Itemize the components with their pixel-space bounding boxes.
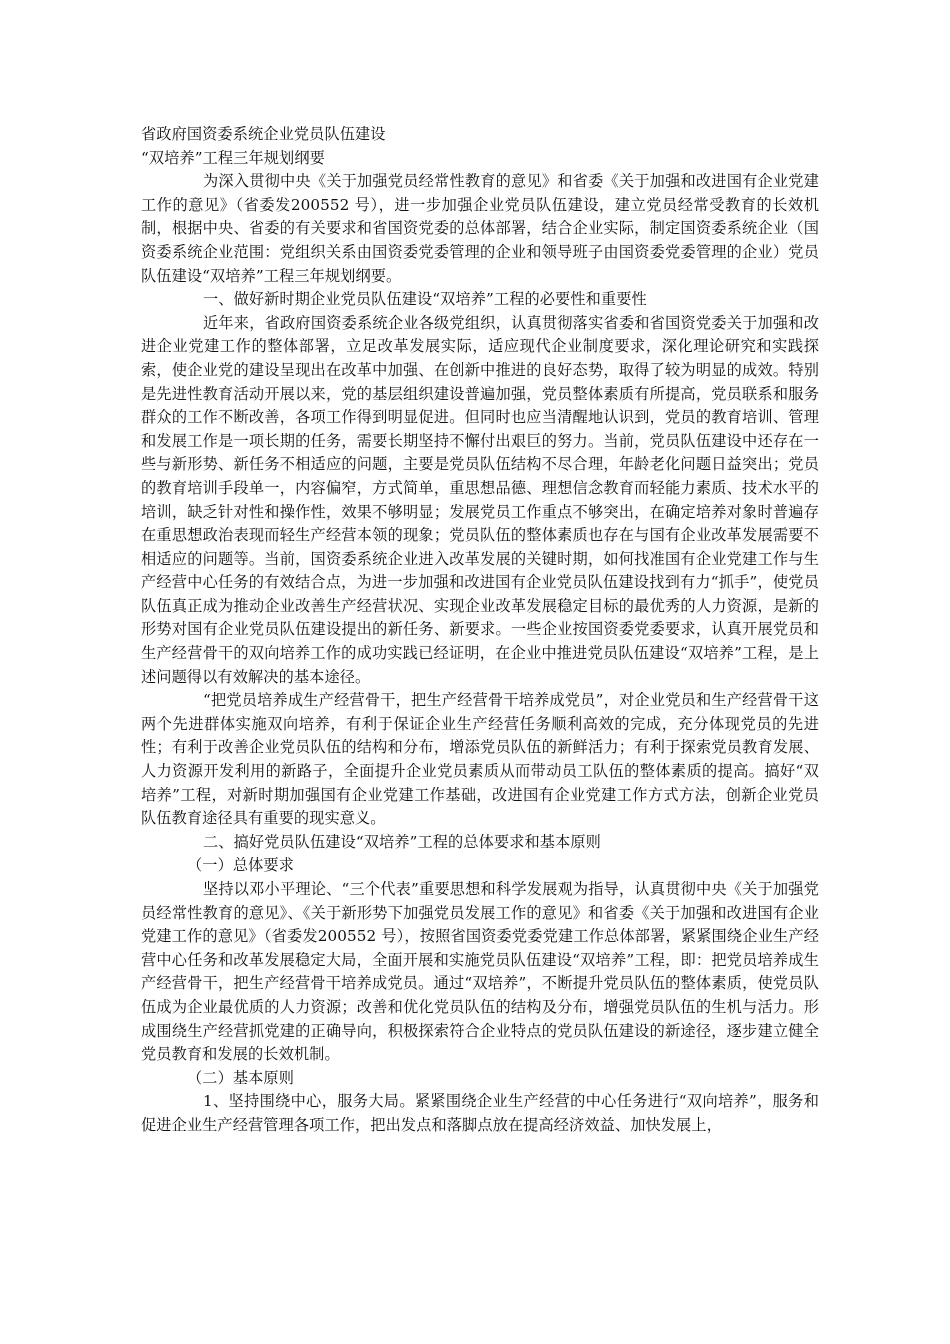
- subsection2-heading: （二）基本原则: [187, 1068, 295, 1087]
- section1-paragraph2: “把党员培养成生产经营骨干，把生产经营骨干培养成党员”，对企业党员和生产经营骨干这两个先进群体实施双向培养，有利于保证企业生产经营任务顺利高效的完成，充分体现党员的先进性；有利于改善企业党员队伍的结构和分布，增添党员队伍的新鲜活力；有利于探索党员教育发展、人力资源开发利用的新路子，全面提升企业党员素质从而带动员工队伍的整体素质的提高。搞好“双培养”工程，对新时期加强国有企业党建工作基础，改进国有企业党建工作方式方法，创新企业党员队伍教育途径具有重要的现实意义。: [141, 691, 819, 828]
- intro-paragraph: 为深入贯彻中央《关于加强党员经常性教育的意见》和省委《关于加强和改进国有企业党建工作的意见》（省委发200552 号），进一步加强企业党员队伍建设，建立党员经常受教育的长效机制，根据中央、省委的有关要求和省国资党委的总体部署，结合企业实际，制定国资委系统企业（国资委系统企业范围：党组织关系由国资委党委管理的企业和领导班子由国资委党委管理的企业）党员队伍建设“双培养”工程三年规划纲要。: [141, 172, 819, 285]
- subsection2-paragraph: 1、坚持围绕中心，服务大局。紧紧围绕企业生产经营的中心任务进行“双向培养”，服务和促进企业生产经营管理各项工作，把出发点和落脚点放在提高经济效益、加快发展上，: [141, 1092, 819, 1134]
- section2-heading: 二、搞好党员队伍建设“双培养”工程的总体要求和基本原则: [203, 832, 601, 851]
- document-body: [141, 123, 819, 1138]
- subsection1-paragraph: 坚持以邓小平理论、“三个代表”重要思想和科学发展观为指导，认真贯彻中央《关于加强党员经常性教育的意见》、《关于新形势下加强党员发展工作的意见》和省委《关于加强和改进国有企业党建工作的意见》（省委发200552 号），按照省国资委党委党建工作总体部署，紧紧围绕企业生产经营中心任务和改革发展稳定大局，全面开展和实施党员队伍建设“双培养”工程，即：把党员培养成生产经营骨干，把生产经营骨干培养成党员。通过“双培养”，不断提升党员队伍的整体素质，使党员队伍成为企业最优质的人力资源；改善和优化党员队伍的结构及分布，增强党员队伍的生机与活力。形成围绕生产经营抓党建的正确导向，积极探索符合企业特点的党员队伍建设的新途径，逐步建立健全党员教育和发展的长效机制。: [141, 880, 819, 1064]
- document-title-line2: “双培养”工程三年规划纲要: [141, 148, 325, 167]
- document-title-line1: 省政府国资委系统企业党员队伍建设: [141, 125, 386, 143]
- subsection1-heading: （一）总体要求: [187, 856, 295, 875]
- section1-heading: 一、做好新时期企业党员队伍建设“双培养”工程的必要性和重要性: [203, 290, 647, 309]
- section1-paragraph1: 近年来，省政府国资委系统企业各级党组织，认真贯彻落实省委和省国资党委关于加强和改进企业党建工作的整体部署，立足改革发展实际，适应现代企业制度要求，深化理论研究和实践探索，使企业党的建设呈现出在改革中加强、在创新中推进的良好态势，取得了较为明显的成效。特别是先进性教育活动开展以来，党的基层组织建设普遍加强，党员整体素质有所提高，党员联系和服务群众的工作不断改善，各项工作得到明显促进。但同时也应当清醒地认识到，党员的教育培训、管理和发展工作是一项长期的任务，需要长期坚持不懈付出艰巨的努力。当前，党员队伍建设中还存在一些与新形势、新任务不相适应的问题，主要是党员队伍结构不尽合理，年龄老化问题日益突出；党员的教育培训手段单一，内容偏窄，方式简单，重思想品德、理想信念教育而轻能力素质、技术水平的培训，缺乏针对性和操作性，效果不够明显；发展党员工作重点不够突出，在确定培养对象时普遍存在重思想政治表现而轻生产经营本领的现象；党员队伍的整体素质也存在与国有企业改革发展需要不相适应的问题等。当前，国资委系统企业进入改革发展的关键时期，如何找准国有企业党建工作与生产经营中心任务的有效结合点，为进一步加强和改进国有企业党员队伍建设找到有力“抓手”，使党员队伍真正成为推动企业改善生产经营状况、实现企业改革发展稳定目标的最优秀的人力资源，是新的形势对国有企业党员队伍建设提出的新任务、新要求。一些企业按国资委党委要求，认真开展党员和生产经营骨干的双向培养工作的成功实践已经证明，在企业中推进党员队伍建设“双培养”工程，是上述问题得以有效解决的基本途径。: [141, 313, 819, 686]
